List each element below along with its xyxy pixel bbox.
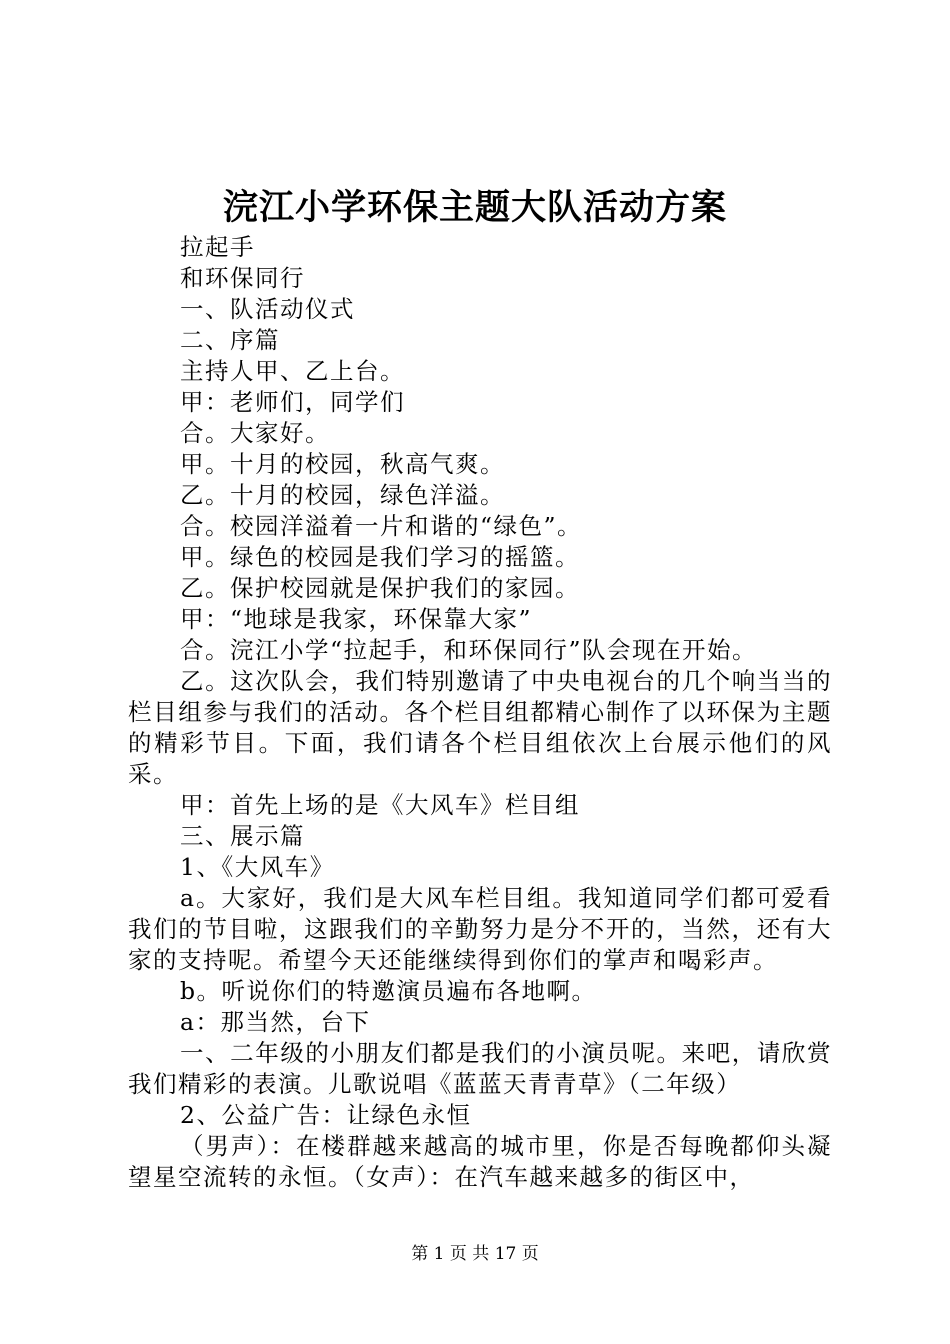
paragraph: 甲：老师们，同学们 xyxy=(180,388,405,416)
paragraph: 甲。绿色的校园是我们学习的摇篮。 xyxy=(180,543,580,571)
paragraph: 三、展示篇 xyxy=(180,822,305,850)
page-number-footer: 第 1 页 共 17 页 xyxy=(411,1244,539,1264)
paragraph: 合。大家好。 xyxy=(180,419,330,447)
paragraph: a。大家好，我们是大风车栏目组。我知道同学们都可爱看我们的节目啦，这跟我们的辛勤努力是分不开的，当然，还有大家的支持呢。希望今天还能继续得到你们的掌声和喝彩声。 xyxy=(128,884,832,974)
paragraph: 乙。十月的校园，绿色洋溢。 xyxy=(180,481,505,509)
paragraph: 1、《大风车》 xyxy=(180,853,335,881)
paragraph: 2、公益广告：让绿色永恒 xyxy=(180,1101,472,1129)
document-title: 浣江小学环保主题大队活动方案 xyxy=(222,187,727,228)
paragraph: 甲。十月的校园，秋高气爽。 xyxy=(180,450,505,478)
paragraph: 合。浣江小学“拉起手，和环保同行”队会现在开始。 xyxy=(180,636,758,664)
paragraph: b。听说你们的特邀演员遍布各地啊。 xyxy=(180,977,597,1005)
document-body xyxy=(128,232,832,1193)
paragraph: 一、队活动仪式 xyxy=(180,295,355,323)
paragraph: 乙。这次队会，我们特别邀请了中央电视台的几个响当当的栏目组参与我们的活动。各个栏目组都精心制作了以环保为主题的精彩节目。下面，我们请各个栏目组依次上台展示他们的风采。 xyxy=(128,667,832,788)
paragraph: 主持人甲、乙上台。 xyxy=(180,357,405,385)
paragraph: 二、序篇 xyxy=(180,326,280,354)
paragraph: 一、二年级的小朋友们都是我们的小演员呢。来吧，请欣赏我们精彩的表演。儿歌说唱《蓝蓝天青青草》（二年级） xyxy=(128,1039,832,1098)
paragraph: 合。校园洋溢着一片和谐的“绿色”。 xyxy=(180,512,583,540)
paragraph: （男声）：在楼群越来越高的城市里，你是否每晚都仰头凝望星空流转的永恒。（女声）：在汽车越来越多的街区中， xyxy=(128,1132,832,1191)
paragraph: 和环保同行 xyxy=(180,264,305,292)
paragraph: a：那当然，台下 xyxy=(180,1008,371,1036)
paragraph: 甲：“地球是我家，环保靠大家” xyxy=(180,605,533,633)
paragraph: 甲：首先上场的是《大风车》栏目组 xyxy=(180,791,580,819)
paragraph: 乙。保护校园就是保护我们的家园。 xyxy=(180,574,580,602)
paragraph: 拉起手 xyxy=(180,233,255,261)
